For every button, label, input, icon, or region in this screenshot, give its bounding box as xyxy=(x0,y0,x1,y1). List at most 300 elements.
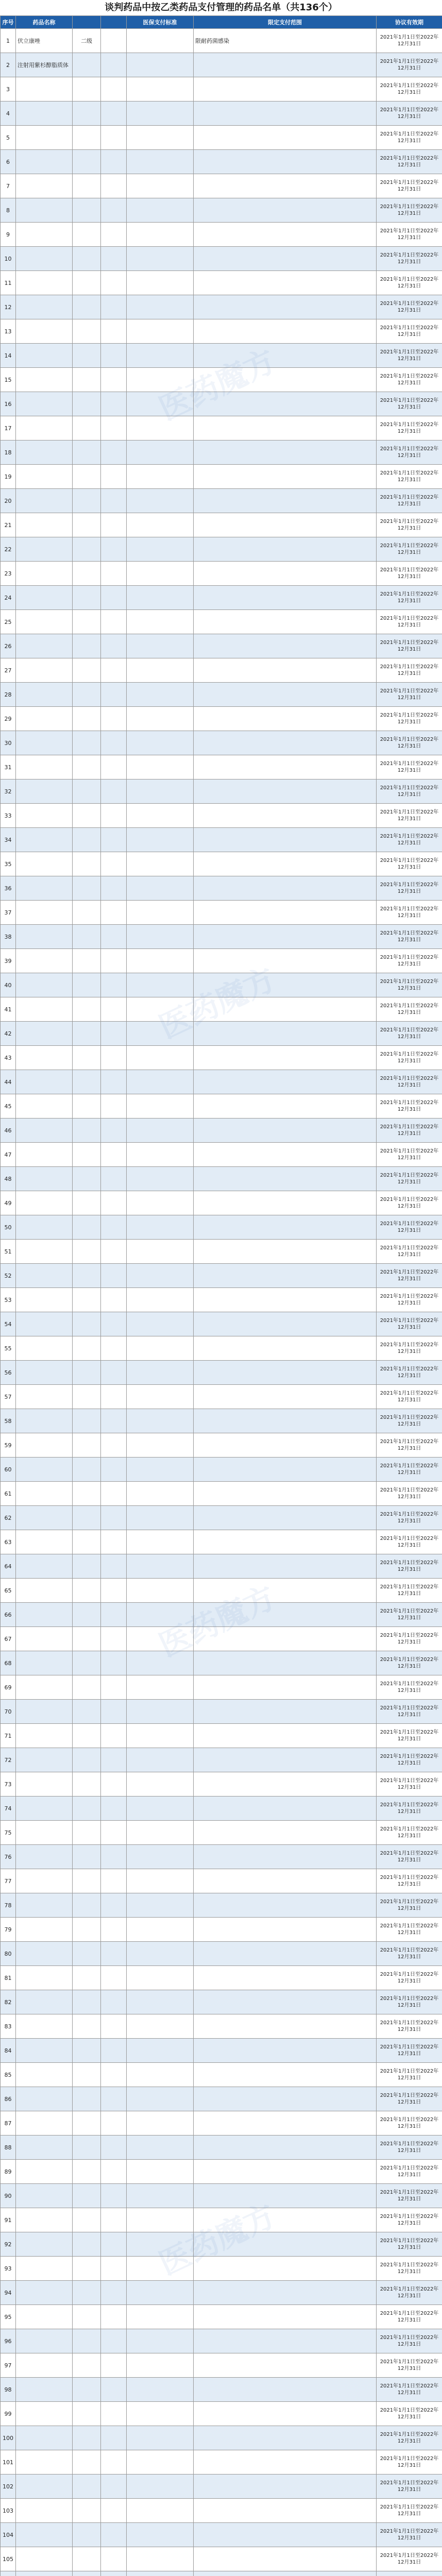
payment-limit xyxy=(194,1893,377,1918)
header-type xyxy=(73,16,101,29)
payment-limit xyxy=(194,1046,377,1070)
row-no: 100 xyxy=(1,2426,16,2450)
drug-type xyxy=(73,126,101,150)
payment-standard xyxy=(127,223,194,247)
payment-standard xyxy=(127,586,194,610)
drug-name xyxy=(16,1046,73,1070)
payment-limit xyxy=(194,2039,377,2063)
table-row xyxy=(1,440,442,465)
payment-limit xyxy=(194,1094,377,1118)
agreement-period: 2021年1月1日至2022年12月31日 xyxy=(377,489,442,513)
row-no: 17 xyxy=(1,416,16,440)
payment-limit xyxy=(194,1361,377,1385)
table-row xyxy=(1,2111,442,2136)
table-row xyxy=(1,295,442,319)
table-row xyxy=(1,1724,442,1748)
drug-form xyxy=(101,537,127,562)
drug-form xyxy=(101,53,127,77)
payment-limit xyxy=(194,1312,377,1336)
drug-name xyxy=(16,368,73,392)
row-no: 102 xyxy=(1,2475,16,2499)
agreement-period: 2021年1月1日至2022年12月31日 xyxy=(377,2160,442,2184)
drug-type xyxy=(73,973,101,997)
payment-standard xyxy=(127,1724,194,1748)
drug-type xyxy=(73,1772,101,1797)
row-no: 54 xyxy=(1,1312,16,1336)
drug-name xyxy=(16,101,73,126)
agreement-period: 2021年1月1日至2022年12月31日 xyxy=(377,416,442,440)
agreement-period: 2021年1月1日至2022年12月31日 xyxy=(377,2475,442,2499)
table-row xyxy=(1,634,442,658)
agreement-period: 2021年1月1日至2022年12月31日 xyxy=(377,1046,442,1070)
payment-standard xyxy=(127,1603,194,1627)
table-row xyxy=(1,1215,442,1240)
drug-type xyxy=(73,2450,101,2475)
drug-form xyxy=(101,876,127,901)
drug-form xyxy=(101,1724,127,1748)
payment-standard xyxy=(127,852,194,876)
table-row xyxy=(1,465,442,489)
drug-form xyxy=(101,828,127,852)
drug-form xyxy=(101,2257,127,2281)
table-row xyxy=(1,2547,442,2571)
payment-standard xyxy=(127,1385,194,1409)
payment-standard xyxy=(127,828,194,852)
drug-form xyxy=(101,247,127,271)
payment-standard xyxy=(127,2450,194,2475)
row-no: 70 xyxy=(1,1700,16,1724)
drug-name xyxy=(16,2232,73,2257)
drug-form xyxy=(101,2353,127,2378)
table-row xyxy=(1,392,442,416)
payment-standard xyxy=(127,1022,194,1046)
drug-type xyxy=(73,1022,101,1046)
table-row xyxy=(1,1118,442,1143)
drug-form xyxy=(101,1167,127,1191)
table-row xyxy=(1,1336,442,1361)
drug-name xyxy=(16,1191,73,1215)
row-no: 98 xyxy=(1,2378,16,2402)
drug-name xyxy=(16,2039,73,2063)
drug-form xyxy=(101,1603,127,1627)
table-row xyxy=(1,2232,442,2257)
drug-form xyxy=(101,295,127,319)
drug-form xyxy=(101,1458,127,1482)
agreement-period: 2021年1月1日至2022年12月31日 xyxy=(377,1094,442,1118)
payment-limit xyxy=(194,2571,377,2576)
agreement-period: 2021年1月1日至2022年12月31日 xyxy=(377,1191,442,1215)
agreement-period: 2021年1月1日至2022年12月31日 xyxy=(377,1918,442,1942)
drug-type xyxy=(73,77,101,101)
drug-type xyxy=(73,2160,101,2184)
payment-standard xyxy=(127,1893,194,1918)
drug-name xyxy=(16,1797,73,1821)
table-row xyxy=(1,1288,442,1312)
payment-limit xyxy=(194,707,377,731)
drug-type xyxy=(73,1215,101,1240)
drug-form xyxy=(101,1506,127,1530)
agreement-period: 2021年1月1日至2022年12月31日 xyxy=(377,1118,442,1143)
agreement-period: 2021年1月1日至2022年12月31日 xyxy=(377,1603,442,1627)
table-row xyxy=(1,852,442,876)
row-no: 96 xyxy=(1,2329,16,2353)
row-no: 86 xyxy=(1,2087,16,2111)
table-row xyxy=(1,53,442,77)
drug-name xyxy=(16,1022,73,1046)
drug-type xyxy=(73,1385,101,1409)
payment-standard xyxy=(127,925,194,949)
drug-name xyxy=(16,2063,73,2087)
drug-name xyxy=(16,586,73,610)
drug-name xyxy=(16,1990,73,2014)
agreement-period: 2021年1月1日至2022年12月31日 xyxy=(377,997,442,1022)
table-row xyxy=(1,1554,442,1579)
drug-form xyxy=(101,1797,127,1821)
drug-name xyxy=(16,755,73,779)
payment-limit xyxy=(194,416,377,440)
table-row xyxy=(1,1482,442,1506)
agreement-period: 2021年1月1日至2022年12月31日 xyxy=(377,465,442,489)
drug-name xyxy=(16,1167,73,1191)
row-no: 24 xyxy=(1,586,16,610)
payment-limit xyxy=(194,1530,377,1554)
payment-standard xyxy=(127,2257,194,2281)
row-no: 4 xyxy=(1,101,16,126)
agreement-period xyxy=(377,2571,442,2576)
drug-type xyxy=(73,925,101,949)
payment-limit xyxy=(194,1772,377,1797)
drug-name xyxy=(16,1118,73,1143)
row-no: 81 xyxy=(1,1966,16,1990)
payment-limit xyxy=(194,1288,377,1312)
row-no: 32 xyxy=(1,779,16,804)
payment-standard xyxy=(127,513,194,537)
agreement-period: 2021年1月1日至2022年12月31日 xyxy=(377,2087,442,2111)
agreement-period: 2021年1月1日至2022年12月31日 xyxy=(377,1845,442,1869)
drug-name xyxy=(16,610,73,634)
payment-limit xyxy=(194,271,377,295)
table-row xyxy=(1,1312,442,1336)
drug-form xyxy=(101,997,127,1022)
row-no: 59 xyxy=(1,1433,16,1458)
page-title: 谈判药品中按乙类药品支付管理的药品名单（共136个） xyxy=(105,2,337,13)
drug-type xyxy=(73,562,101,586)
payment-limit xyxy=(194,1215,377,1240)
drug-type xyxy=(73,1240,101,1264)
row-no: 33 xyxy=(1,804,16,828)
drug-name xyxy=(16,1409,73,1433)
agreement-period: 2021年1月1日至2022年12月31日 xyxy=(377,1966,442,1990)
drug-form xyxy=(101,465,127,489)
table-row xyxy=(1,2257,442,2281)
drug-form xyxy=(101,1675,127,1700)
row-no: 7 xyxy=(1,174,16,198)
drug-name xyxy=(16,2184,73,2208)
drug-type xyxy=(73,2378,101,2402)
row-no: 9 xyxy=(1,223,16,247)
row-no: 97 xyxy=(1,2353,16,2378)
payment-limit xyxy=(194,1748,377,1772)
drug-form xyxy=(101,319,127,344)
row-no: 31 xyxy=(1,755,16,779)
payment-limit xyxy=(194,1336,377,1361)
payment-standard xyxy=(127,2305,194,2329)
row-no: 55 xyxy=(1,1336,16,1361)
drug-form xyxy=(101,852,127,876)
payment-limit xyxy=(194,319,377,344)
drug-form xyxy=(101,2063,127,2087)
row-no: 66 xyxy=(1,1603,16,1627)
row-no: 45 xyxy=(1,1094,16,1118)
payment-standard xyxy=(127,2160,194,2184)
agreement-period: 2021年1月1日至2022年12月31日 xyxy=(377,440,442,465)
drug-form xyxy=(101,150,127,174)
row-no: 85 xyxy=(1,2063,16,2087)
drug-type xyxy=(73,1506,101,1530)
row-no: 91 xyxy=(1,2208,16,2232)
table-header-row xyxy=(1,16,442,29)
payment-standard xyxy=(127,1821,194,1845)
agreement-period: 2021年1月1日至2022年12月31日 xyxy=(377,562,442,586)
drug-form xyxy=(101,1433,127,1458)
agreement-period: 2021年1月1日至2022年12月31日 xyxy=(377,779,442,804)
agreement-period: 2021年1月1日至2022年12月31日 xyxy=(377,2257,442,2281)
row-no: 84 xyxy=(1,2039,16,2063)
table-row xyxy=(1,925,442,949)
table-row xyxy=(1,1579,442,1603)
agreement-period: 2021年1月1日至2022年12月31日 xyxy=(377,2353,442,2378)
drug-form xyxy=(101,2571,127,2576)
payment-limit xyxy=(194,247,377,271)
payment-standard xyxy=(127,1143,194,1167)
table-row xyxy=(1,755,442,779)
payment-limit xyxy=(194,562,377,586)
agreement-period: 2021年1月1日至2022年12月31日 xyxy=(377,586,442,610)
payment-standard xyxy=(127,2547,194,2571)
drug-type xyxy=(73,1821,101,1845)
drug-form xyxy=(101,2426,127,2450)
table-row xyxy=(1,1651,442,1675)
payment-limit xyxy=(194,828,377,852)
payment-standard xyxy=(127,997,194,1022)
drug-name xyxy=(16,1724,73,1748)
drug-type xyxy=(73,271,101,295)
drug-form xyxy=(101,1942,127,1966)
payment-standard xyxy=(127,126,194,150)
drug-form xyxy=(101,1385,127,1409)
drug-name xyxy=(16,949,73,973)
drug-form xyxy=(101,2208,127,2232)
drug-type xyxy=(73,513,101,537)
drug-name xyxy=(16,1094,73,1118)
payment-standard xyxy=(127,1627,194,1651)
table-row xyxy=(1,2353,442,2378)
drug-name xyxy=(16,1361,73,1385)
table-row xyxy=(1,1675,442,1700)
row-no: 83 xyxy=(1,2014,16,2039)
drug-form xyxy=(101,198,127,223)
table-row xyxy=(1,537,442,562)
payment-standard xyxy=(127,440,194,465)
payment-standard xyxy=(127,29,194,53)
drug-type xyxy=(73,53,101,77)
table-row xyxy=(1,77,442,101)
table-row xyxy=(1,126,442,150)
drug-type xyxy=(73,295,101,319)
drug-name xyxy=(16,1385,73,1409)
drug-type xyxy=(73,1579,101,1603)
agreement-period: 2021年1月1日至2022年12月31日 xyxy=(377,29,442,53)
agreement-period: 2021年1月1日至2022年12月31日 xyxy=(377,2499,442,2523)
drug-name xyxy=(16,2547,73,2571)
drug-form xyxy=(101,1312,127,1336)
table-row xyxy=(1,2571,442,2576)
table-row xyxy=(1,949,442,973)
payment-limit xyxy=(194,2014,377,2039)
row-no: 103 xyxy=(1,2499,16,2523)
agreement-period: 2021年1月1日至2022年12月31日 xyxy=(377,271,442,295)
payment-standard xyxy=(127,344,194,368)
payment-standard xyxy=(127,2281,194,2305)
payment-limit xyxy=(194,876,377,901)
agreement-period: 2021年1月1日至2022年12月31日 xyxy=(377,683,442,707)
payment-standard xyxy=(127,295,194,319)
drug-name xyxy=(16,997,73,1022)
payment-standard xyxy=(127,1966,194,1990)
drug-name xyxy=(16,1264,73,1288)
drug-form xyxy=(101,2378,127,2402)
drug-name xyxy=(16,319,73,344)
payment-standard xyxy=(127,2014,194,2039)
payment-limit xyxy=(194,1143,377,1167)
drug-type xyxy=(73,1288,101,1312)
row-no: 69 xyxy=(1,1675,16,1700)
drug-form xyxy=(101,804,127,828)
agreement-period: 2021年1月1日至2022年12月31日 xyxy=(377,392,442,416)
payment-standard xyxy=(127,2039,194,2063)
agreement-period: 2021年1月1日至2022年12月31日 xyxy=(377,1506,442,1530)
drug-type xyxy=(73,101,101,126)
drug-type xyxy=(73,1918,101,1942)
drug-type xyxy=(73,1845,101,1869)
agreement-period: 2021年1月1日至2022年12月31日 xyxy=(377,1458,442,1482)
row-no: 48 xyxy=(1,1167,16,1191)
drug-type xyxy=(73,2571,101,2576)
drug-name xyxy=(16,1772,73,1797)
drug-name xyxy=(16,247,73,271)
drug-name xyxy=(16,1433,73,1458)
drug-name xyxy=(16,271,73,295)
payment-standard xyxy=(127,2499,194,2523)
row-no: 16 xyxy=(1,392,16,416)
table-row xyxy=(1,1990,442,2014)
drug-type xyxy=(73,1700,101,1724)
drug-form xyxy=(101,1046,127,1070)
agreement-period: 2021年1月1日至2022年12月31日 xyxy=(377,53,442,77)
drug-name xyxy=(16,683,73,707)
drug-type xyxy=(73,2547,101,2571)
agreement-period: 2021年1月1日至2022年12月31日 xyxy=(377,2402,442,2426)
row-no: 49 xyxy=(1,1191,16,1215)
drug-type xyxy=(73,440,101,465)
table-row xyxy=(1,562,442,586)
row-no: 22 xyxy=(1,537,16,562)
payment-limit xyxy=(194,150,377,174)
payment-limit xyxy=(194,1167,377,1191)
payment-standard xyxy=(127,1748,194,1772)
agreement-period: 2021年1月1日至2022年12月31日 xyxy=(377,368,442,392)
payment-limit xyxy=(194,1240,377,1264)
row-no: 46 xyxy=(1,1118,16,1143)
payment-limit xyxy=(194,997,377,1022)
drug-name xyxy=(16,1627,73,1651)
drug-list-table xyxy=(0,15,442,2576)
row-no: 53 xyxy=(1,1288,16,1312)
agreement-period: 2021年1月1日至2022年12月31日 xyxy=(377,537,442,562)
table-row xyxy=(1,1361,442,1385)
drug-type xyxy=(73,2232,101,2257)
agreement-period: 2021年1月1日至2022年12月31日 xyxy=(377,2063,442,2087)
agreement-period: 2021年1月1日至2022年12月31日 xyxy=(377,1651,442,1675)
drug-form xyxy=(101,126,127,150)
drug-type xyxy=(73,1409,101,1433)
row-no: 99 xyxy=(1,2402,16,2426)
drug-type xyxy=(73,852,101,876)
drug-type xyxy=(73,1893,101,1918)
row-no: 71 xyxy=(1,1724,16,1748)
row-no: 95 xyxy=(1,2305,16,2329)
drug-form xyxy=(101,2160,127,2184)
drug-name xyxy=(16,198,73,223)
drug-name xyxy=(16,174,73,198)
row-no: 64 xyxy=(1,1554,16,1579)
drug-type xyxy=(73,1724,101,1748)
table-row xyxy=(1,1821,442,1845)
agreement-period: 2021年1月1日至2022年12月31日 xyxy=(377,1312,442,1336)
row-no: 78 xyxy=(1,1893,16,1918)
drug-name xyxy=(16,1215,73,1240)
payment-standard xyxy=(127,2475,194,2499)
drug-name xyxy=(16,2257,73,2281)
drug-form xyxy=(101,223,127,247)
row-no: 23 xyxy=(1,562,16,586)
table-row xyxy=(1,2208,442,2232)
agreement-period: 2021年1月1日至2022年12月31日 xyxy=(377,2184,442,2208)
payment-standard xyxy=(127,489,194,513)
payment-limit xyxy=(194,2378,377,2402)
drug-form xyxy=(101,1191,127,1215)
payment-standard xyxy=(127,247,194,271)
payment-standard xyxy=(127,973,194,997)
drug-type xyxy=(73,150,101,174)
table-row xyxy=(1,610,442,634)
table-row xyxy=(1,731,442,755)
table-row xyxy=(1,1433,442,1458)
agreement-period: 2021年1月1日至2022年12月31日 xyxy=(377,247,442,271)
drug-form xyxy=(101,586,127,610)
drug-form xyxy=(101,2087,127,2111)
row-no: 104 xyxy=(1,2523,16,2547)
payment-limit xyxy=(194,2353,377,2378)
drug-form xyxy=(101,344,127,368)
agreement-period: 2021年1月1日至2022年12月31日 xyxy=(377,513,442,537)
drug-name xyxy=(16,658,73,683)
payment-standard xyxy=(127,562,194,586)
drug-type xyxy=(73,1336,101,1361)
payment-standard xyxy=(127,1046,194,1070)
drug-form xyxy=(101,731,127,755)
table-row xyxy=(1,2523,442,2547)
